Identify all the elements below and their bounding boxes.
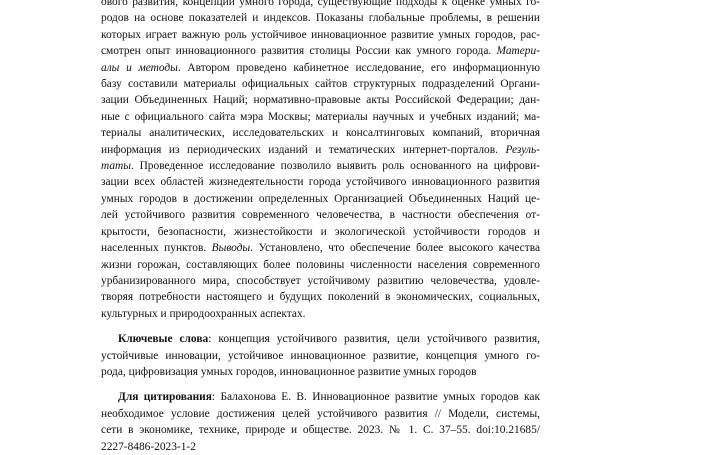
abstract-line: териалы аналитических, исследовательских и консалтинговых компаний, вторичная [101,127,540,140]
results-label: таты [101,160,132,173]
abstract-line [101,158,540,174]
methods-label: алы и методы [101,61,178,74]
abstract-line [101,60,540,76]
abstract-line: которых играет важную роль устойчивое инновационное развитие умных городов, рас- [101,28,540,41]
abstract-line: лей устойчивого развития современного человечества, в частности обеспечения от- [101,209,540,222]
abstract-line: творяя потребности настоящего и будущих поколений в экономических, социальных, [101,291,540,304]
abstract-line: ового развития, концепции умного города, существующие подходы к оценке умных го- [101,0,540,8]
citation-paragraph [101,389,540,455]
abstract-text: населенных пунктов. [101,242,212,255]
abstract-paragraph [101,0,540,322]
citation-label: Для цитирования [118,391,212,404]
keywords-text: : концепция устойчивого развития, цели устойчивого развития, [208,333,540,346]
keywords-line: устойчивые инновации, устойчивое инновационное развитие, концепция умного го- [101,349,540,362]
abstract-line: базу составили материалы официальных сайтов структурных подразделений Органи- [101,78,540,91]
abstract-text: . Проведенное исследование позволило выявить роль основанного на цифрови- [131,160,540,173]
abstract-text: . Установлено, что обеспечение более высокого качества [250,242,540,255]
abstract-line: зации Объединенных Наций; нормативно-правовые акты Российской Федерации; дан- [101,94,540,107]
abstract-line: крытости, безопасности, жизнестойкости и экологической устойчивости городов и [101,225,540,238]
conclusions-label: Выводы [211,242,251,255]
abstract-line: жизни горожан, составляющих более половины численности населения современного [101,258,540,271]
keywords-line [101,331,540,347]
abstract-line: ные с официального сайта мэра Москвы; материалы научных и учебных изданий; ма- [101,110,540,123]
citation-line: 2227-8486-2023-1-2 [101,440,196,453]
citation-line: сети в экономике, технике, природе и обществе. 2023. № 1. С. 37–55. doi:10.21685/ [101,424,540,437]
citation-line [101,389,540,405]
abstract-line [101,43,540,59]
citation-line: необходимое условие достижения целей устойчивого развития // Модели, системы, [101,407,540,420]
abstract-line: культурных и природоохранных аспектах. [101,307,306,320]
citation-text: : Балахонова Е. В. Инновационное развитие умных городов как [211,391,541,404]
article-column [101,0,540,455]
abstract-text: . Автором проведено кабинетное исследование, его информационную [177,61,540,74]
abstract-line: умных городов в достижении определенных Организацией Объединенных Наций це- [101,192,540,205]
keywords-line: рода, цифровизация умных городов, инновационное развитие умных городов [101,365,477,378]
methods-label: Матери- [496,45,540,58]
results-label: Резуль- [505,143,540,156]
abstract-line: родов на основе показателей и индексов. Показаны глобальные проблемы, в решении [101,12,540,25]
abstract-line: зации всех областей жизнедеятельности города устойчивого инновационного развития [101,176,540,189]
abstract-text: информация из периодических изданий и тематических интернет-порталов. [101,143,506,156]
keywords-paragraph [101,331,540,380]
keywords-label: Ключевые слова [118,333,209,346]
abstract-line [101,240,540,256]
abstract-text: смотрен опыт инновационного развития столицы России как умного города. [101,45,497,58]
abstract-line [101,142,540,158]
abstract-line: урбанизированного мира, способствует устойчивому развитию человечества, удовле- [101,274,540,287]
